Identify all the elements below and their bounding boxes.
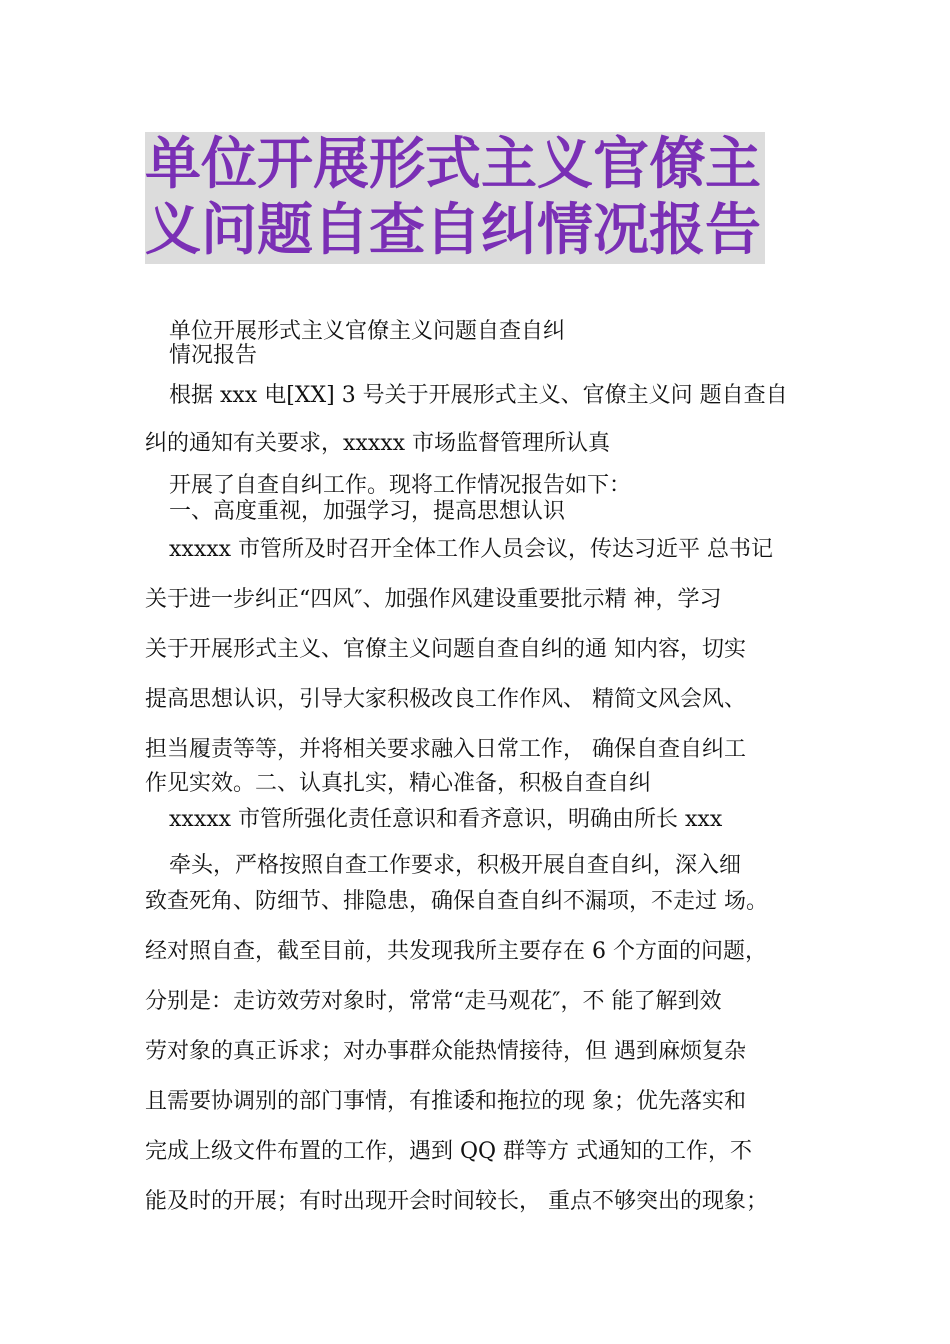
body-line: 作见实效。二、认真扎实，精心准备，积极自查自纠 [145,771,652,796]
body-line: 分别是：走访效劳对象时，常常“走马观花″，不 能了解到效 [145,989,722,1014]
body-line: 关于开展形式主义、官僚主义问题自查自纠的通 知内容，切实 [145,637,746,662]
body-line: 致查死角、防细节、排隐患，确保自查自纠不漏项，不走过 场。 [145,889,768,914]
body-line: 关于进一步纠正“四风″、加强作风建设重要批示精 神，学习 [145,587,722,612]
body-line: 情况报告 [169,343,258,368]
body-line: 根据 xxx 电[XX] 3 号关于开展形式主义、官僚主义问 题自查自 [169,383,788,408]
body-line: xxxxx 市管所及时召开全体工作人员会议，传达习近平 总书记 [169,537,774,562]
body-line: 开展了自查自纠工作。现将工作情况报告如下： [169,473,632,498]
document-title [145,132,825,264]
body-line: 单位开展形式主义官僚主义问题自查自纠 [169,319,566,344]
body-line: 劳对象的真正诉求；对办事群众能热情接待，但 遇到麻烦复杂 [145,1039,746,1064]
body-line: 提高思想认识，引导大家积极改良工作作风、 精简文风会风、 [145,687,746,712]
title-line-1: 单位开展形式主义官僚主 [145,132,765,198]
document-body [145,320,825,1214]
body-line: 纠的通知有关要求，xxxxx 市场监督管理所认真 [145,431,611,456]
body-line: 能及时的开展；有时出现开会时间较长， 重点不够突出的现象； [145,1189,768,1214]
title-line-2: 义问题自查自纠情况报告 [145,198,765,264]
body-line: xxxxx 市管所强化责任意识和看齐意识，明确由所长 xxx [169,807,723,832]
body-line: 牵头，严格按照自查工作要求，积极开展自查自纠，深入细 [169,853,742,878]
body-line: 经对照自查，截至目前，共发现我所主要存在 6 个方面的问题， [145,939,767,964]
body-line: 担当履责等等，并将相关要求融入日常工作， 确保自查自纠工 [145,737,746,762]
body-line: 且需要协调别的部门事情，有推诿和拖拉的现 象；优先落实和 [145,1089,746,1114]
body-line: 完成上级文件布置的工作，遇到 QQ 群等方 式通知的工作，不 [145,1139,753,1164]
section-heading: 一、高度重视，加强学习，提高思想认识 [169,499,566,524]
